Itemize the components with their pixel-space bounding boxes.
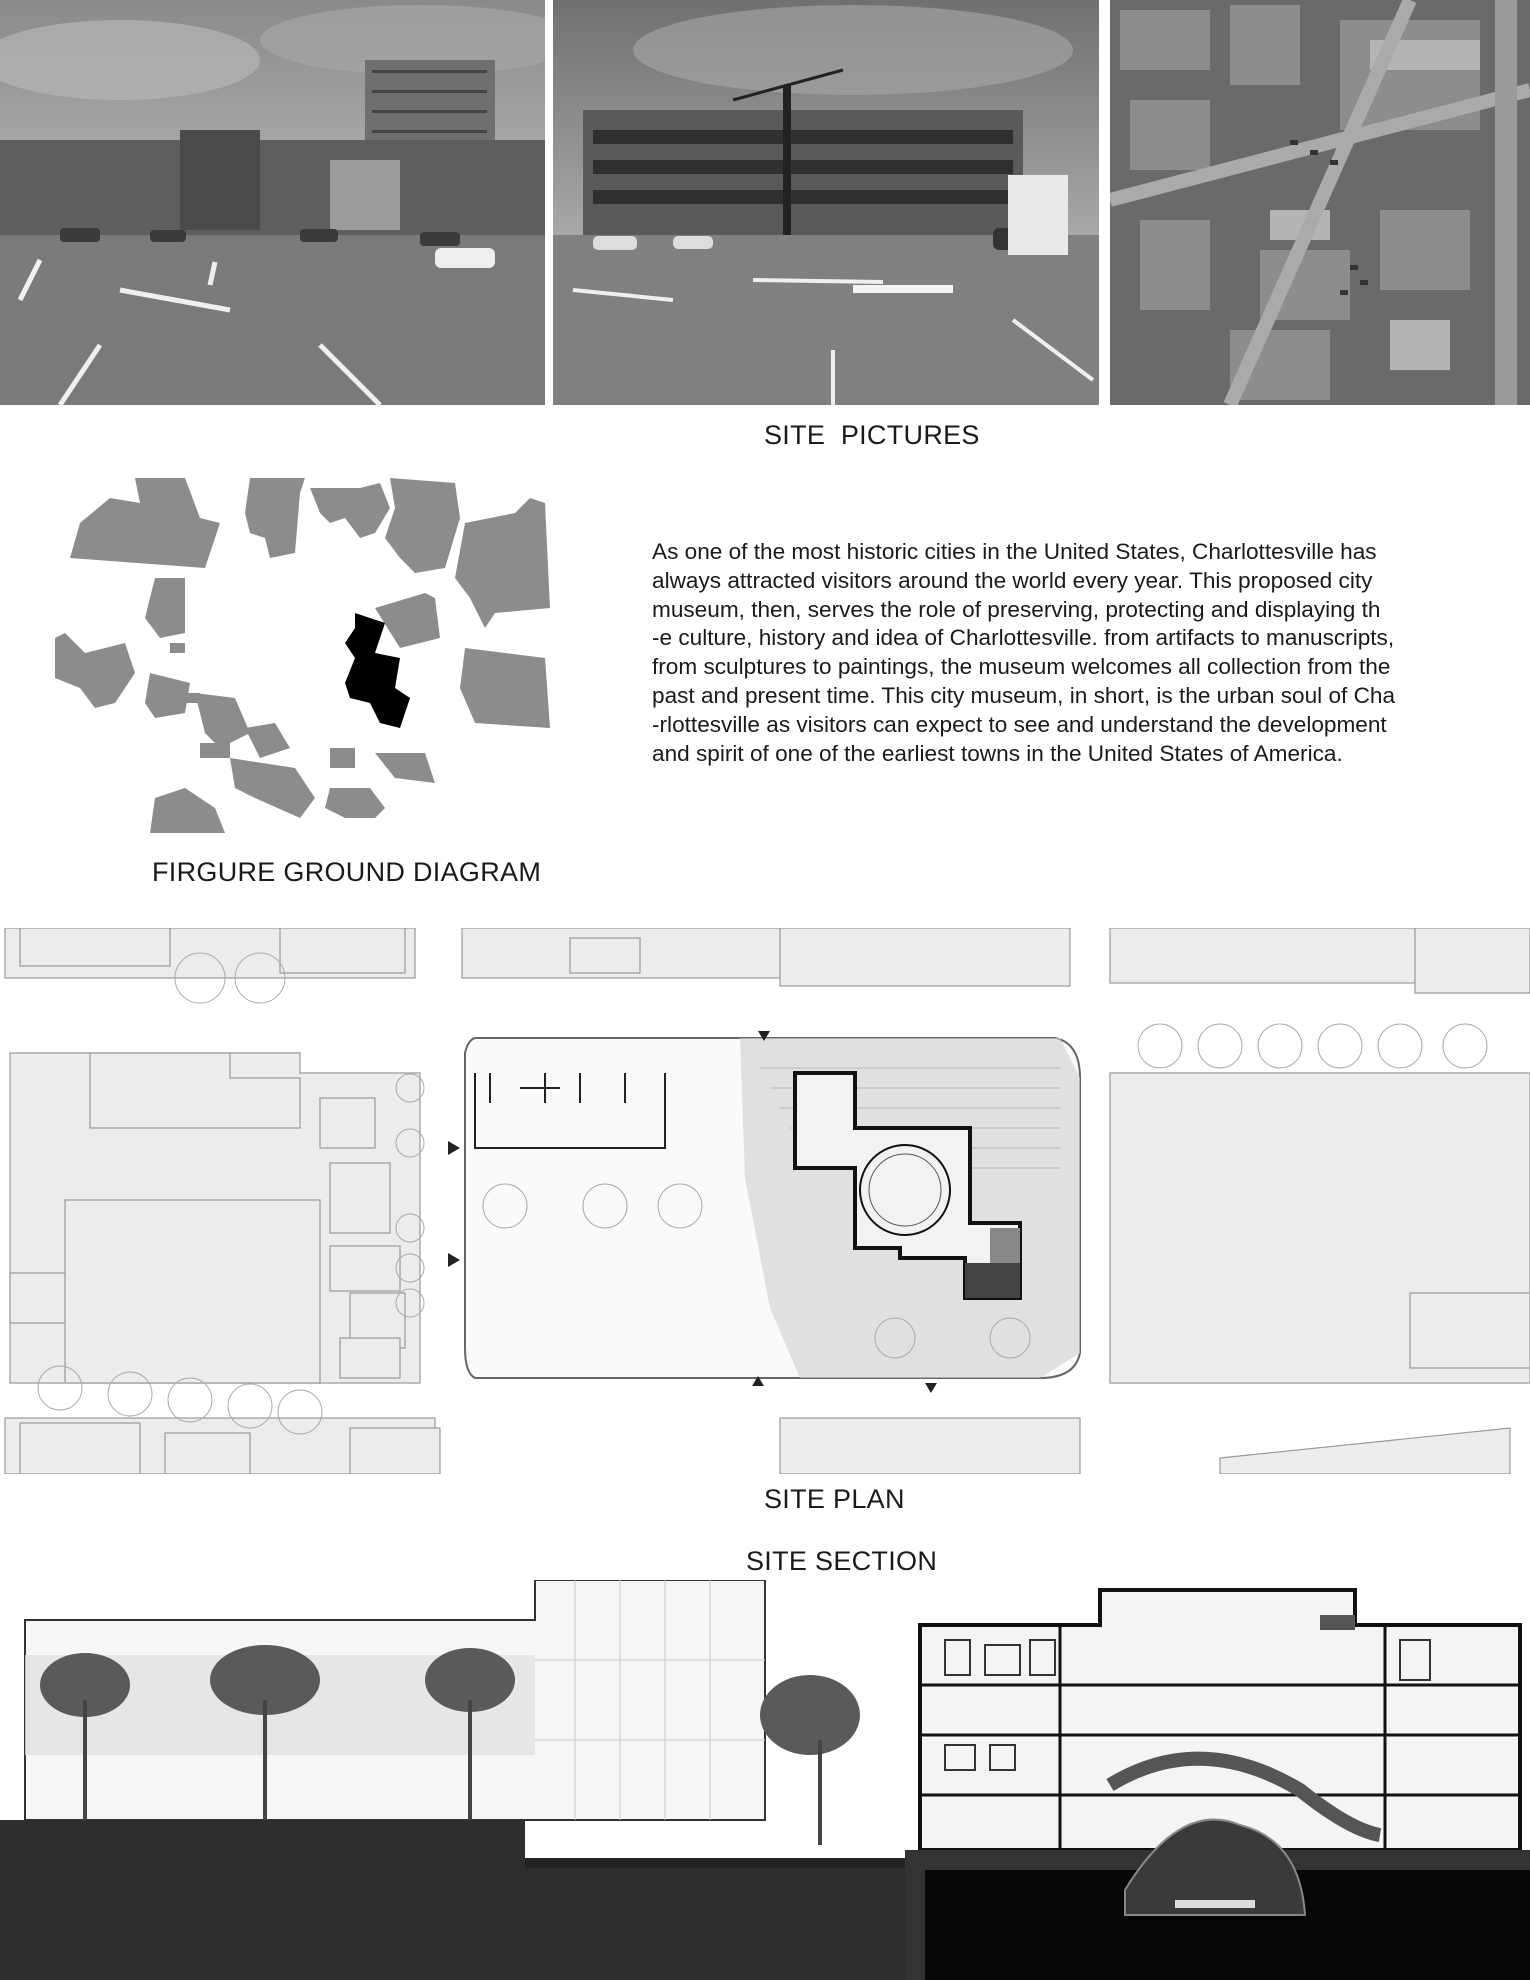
description-line: -rlottesville as visitors can expect to see and understand the development bbox=[652, 711, 1387, 737]
surrounding-buildings bbox=[55, 478, 550, 833]
site-section-heading: SITE SECTION bbox=[746, 1546, 938, 1576]
site-pictures-heading: SITE PICTURES bbox=[764, 420, 980, 450]
figure-ground-diagram bbox=[55, 478, 600, 833]
description-line: from sculptures to paintings, the museum welcomes all collection from the bbox=[652, 654, 1391, 680]
site-section-drawing bbox=[0, 1580, 1530, 1980]
description-line: and spirit of one of the earliest towns in the United States of America. bbox=[652, 740, 1343, 766]
site-plan-drawing bbox=[0, 928, 1530, 1474]
site-plan-heading: SITE PLAN bbox=[764, 1484, 905, 1514]
site-photo-aerial bbox=[1110, 0, 1530, 405]
project-description bbox=[652, 538, 1502, 768]
figure-ground-heading: FIRGURE GROUND DIAGRAM bbox=[152, 857, 542, 887]
site-photo-parking-garage bbox=[553, 0, 1099, 405]
site-photo-parking-lot bbox=[0, 0, 545, 405]
description-line: As one of the most historic cities in the United States, Charlottesville has bbox=[652, 539, 1377, 564]
description-line: past and present time. This city museum, in short, is the urban soul of Cha bbox=[652, 682, 1396, 708]
description-line: always attracted visitors around the world every year. This proposed city bbox=[652, 567, 1373, 593]
description-line: -e culture, history and idea of Charlottesville. from artifacts to manuscripts, bbox=[652, 625, 1395, 651]
description-line: museum, then, serves the role of preserving, protecting and displaying th bbox=[652, 596, 1381, 622]
